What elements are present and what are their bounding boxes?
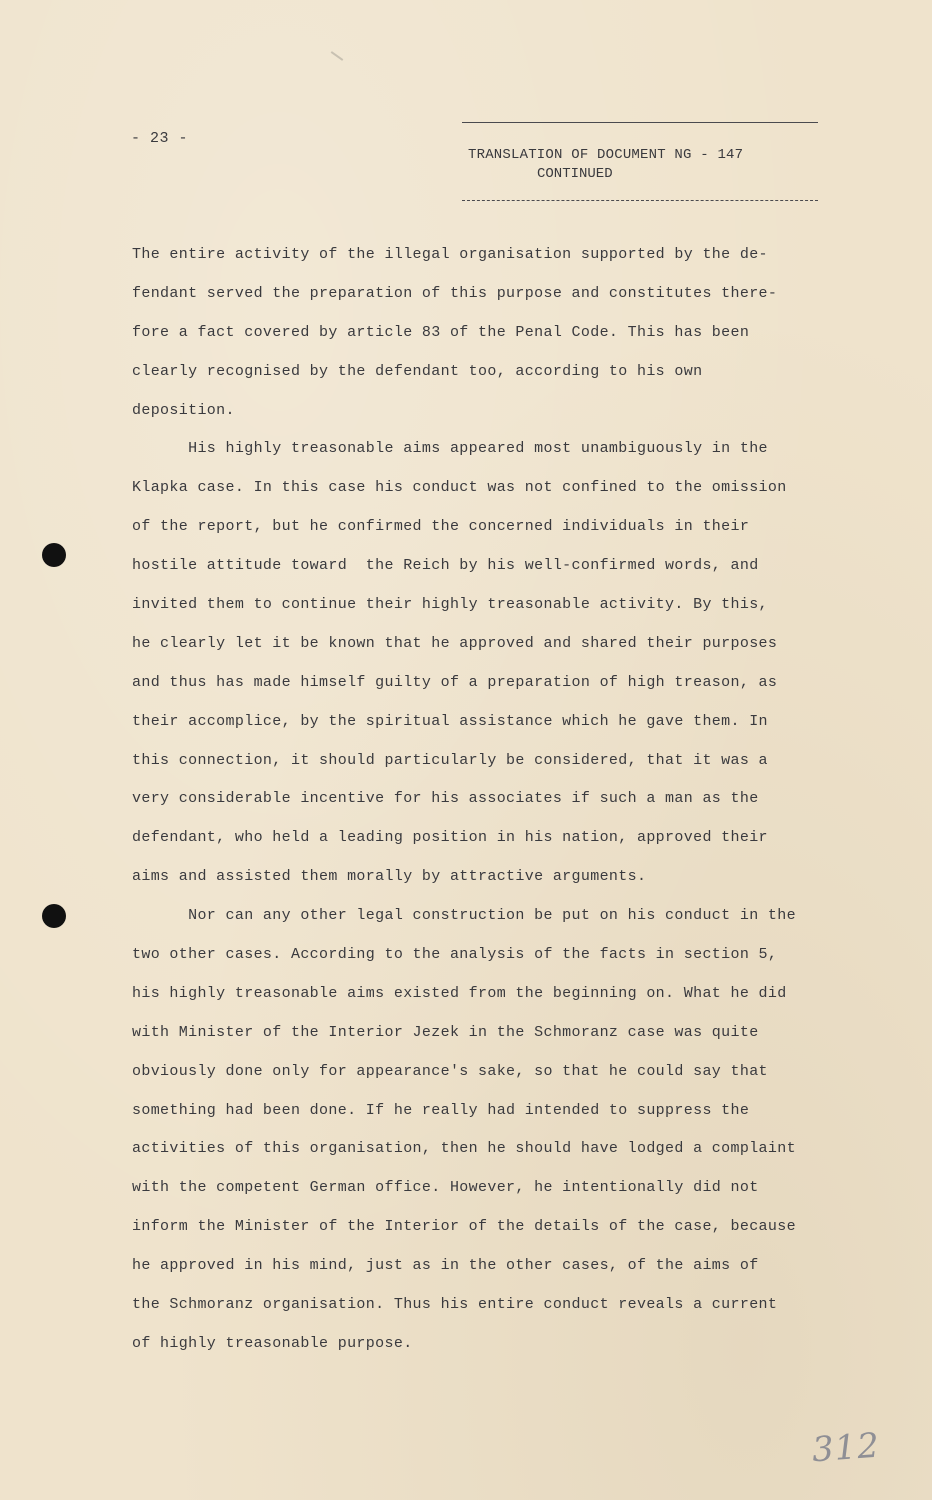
text-line: Klapka case. In this case his conduct was not confined to the omission: [132, 479, 787, 497]
text-line: he approved in his mind, just as in the other cases, of the aims of: [132, 1257, 759, 1275]
text-line: hostile attitude toward the Reich by his well-confirmed words, and: [132, 557, 759, 575]
text-line: activities of this organisation, then he should have lodged a complaint: [132, 1140, 796, 1158]
text-line: Nor can any other legal construction be put on his conduct in the: [132, 907, 796, 925]
text-line: he clearly let it be known that he approved and shared their purposes: [132, 634, 778, 652]
text-line: their accomplice, by the spiritual assistance which he gave them. In: [132, 712, 768, 730]
text-line: His highly treasonable aims appeared most unambiguously in the: [132, 440, 768, 458]
header-rule-bottom: [462, 200, 818, 201]
text-line: deposition.: [132, 401, 235, 419]
text-line: fore a fact covered by article 83 of the Penal Code. This has been: [132, 323, 750, 341]
text-line: this connection, it should particularly be considered, that it was a: [132, 751, 768, 769]
text-line: very considerable incentive for his associates if such a man as the: [132, 790, 759, 808]
text-line: with the competent German office. However, he intentionally did not: [132, 1179, 759, 1197]
page-number: - 23 -: [131, 130, 189, 147]
text-line: two other cases. According to the analysis of the facts in section 5,: [132, 946, 778, 964]
text-line: something had been done. If he really had intended to suppress the: [132, 1101, 750, 1119]
text-line: fendant served the preparation of this purpose and constitutes there-: [132, 284, 778, 302]
document-title: TRANSLATION OF DOCUMENT NG - 147: [468, 147, 744, 163]
punch-hole: [42, 543, 66, 567]
body-text: [132, 243, 832, 1371]
text-line: of highly treasonable purpose.: [132, 1334, 413, 1352]
text-line: inform the Minister of the Interior of the details of the case, because: [132, 1218, 796, 1236]
text-line: aims and assisted them morally by attractive arguments.: [132, 868, 647, 886]
handwritten-page-number: 312: [810, 1425, 882, 1471]
text-line: of the report, but he confirmed the concerned individuals in their: [132, 518, 750, 536]
text-line: and thus has made himself guilty of a preparation of high treason, as: [132, 673, 778, 691]
text-line: The entire activity of the illegal organisation supported by the de-: [132, 246, 768, 263]
punch-hole: [42, 904, 66, 928]
header-rule-top: [462, 122, 818, 123]
text-line: with Minister of the Interior Jezek in the Schmoranz case was quite: [132, 1023, 759, 1041]
text-line: invited them to continue their highly treasonable activity. By this,: [132, 596, 768, 614]
text-line: defendant, who held a leading position in his nation, approved their: [132, 829, 768, 847]
text-line: his highly treasonable aims existed from the beginning on. What he did: [132, 984, 787, 1002]
text-line: the Schmoranz organisation. Thus his entire conduct reveals a current: [132, 1296, 778, 1314]
document-subtitle: CONTINUED: [537, 166, 613, 182]
text-line: clearly recognised by the defendant too, according to his own: [132, 362, 703, 380]
text-line: obviously done only for appearance's sake, so that he could say that: [132, 1062, 768, 1080]
paper-smudge: [331, 51, 344, 61]
